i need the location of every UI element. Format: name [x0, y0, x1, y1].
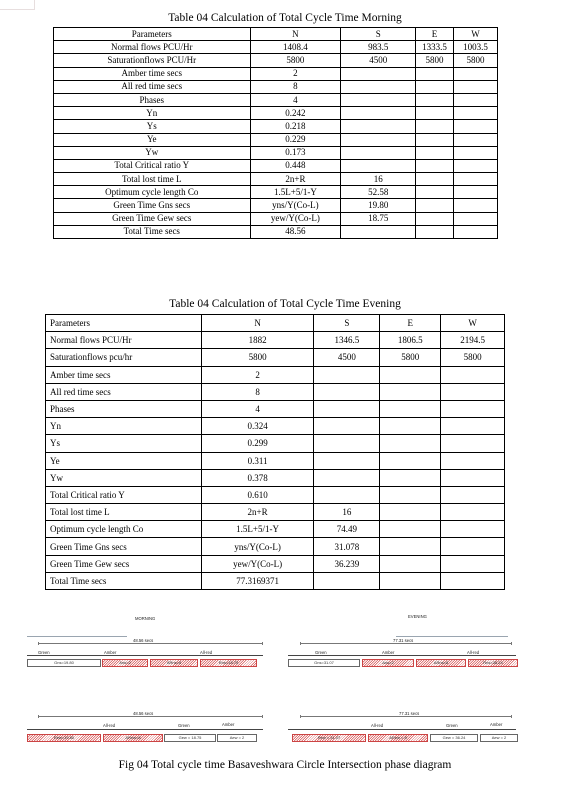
evening-gns-box: Gns=31.07 [288, 659, 360, 667]
parameter-cell: Ye [54, 133, 251, 146]
morning-aew-box: Aew = 2 [217, 734, 257, 742]
evening-table-caption: Table 04 Calculation of Total Cycle Time Evening [169, 298, 401, 310]
evening-bottom-head-green: Green [446, 723, 458, 728]
evening-arns-box: ARns=8 [416, 659, 466, 667]
value-cell: S [314, 315, 380, 332]
value-cell: 1.5L+5/1-Y [201, 521, 314, 538]
parameter-cell: Amber time secs [54, 67, 251, 80]
value-cell: 2n+R [201, 504, 314, 521]
value-cell: 77.3169371 [201, 572, 314, 589]
parameter-cell: Total Time secs [46, 572, 202, 589]
value-cell: 18.75 [341, 212, 416, 225]
value-cell: 2 [250, 67, 341, 80]
value-cell: N [201, 315, 314, 332]
value-cell: 0.324 [201, 418, 314, 435]
value-cell: 1003.5 [454, 41, 498, 54]
value-cell: 52.58 [341, 186, 416, 199]
value-cell: 0.610 [201, 486, 314, 503]
evening-ans-box: Ans=2 [362, 659, 414, 667]
separator-line [27, 636, 127, 637]
value-cell: 0.242 [250, 107, 341, 120]
evening-top-head-amber: Amber [382, 650, 395, 655]
evening-bottom-head-amber: Amber [490, 722, 503, 727]
value-cell: 0.299 [201, 435, 314, 452]
parameter-cell: Ys [46, 435, 202, 452]
parameter-cell: Normal flows PCU/Hr [54, 41, 251, 54]
value-cell: 5800 [380, 349, 441, 366]
value-cell: 19.80 [341, 199, 416, 212]
morning-arns-box: ARns=8 [150, 659, 198, 667]
parameter-cell: Saturationflows pcu/hr [46, 349, 202, 366]
value-cell: S [341, 28, 416, 41]
value-cell: 0.448 [250, 159, 341, 172]
value-cell: 0.311 [201, 452, 314, 469]
value-cell: 5800 [201, 349, 314, 366]
value-cell: 74.49 [314, 521, 380, 538]
parameter-cell: Total Critical ratio Y [46, 486, 202, 503]
parameter-cell: Amber time secs [46, 366, 202, 383]
parameter-cell: Total Time secs [54, 225, 251, 238]
value-cell: yew/Y(Co-L) [201, 555, 314, 572]
value-cell: yew/Y(Co-L) [250, 212, 341, 225]
value-cell: 31.078 [314, 538, 380, 555]
value-cell: 5800 [454, 54, 498, 67]
value-cell: 1408.4 [250, 41, 341, 54]
evening-arew-box: ARew = 8 [368, 734, 428, 742]
parameter-cell: Total Critical ratio Y [54, 159, 251, 172]
value-cell: 1346.5 [314, 332, 380, 349]
morning-bottom-total: 48.56 secs [133, 711, 154, 716]
value-cell: 983.5 [341, 41, 416, 54]
evening-rew-box: Rew = 31.07 [292, 734, 366, 742]
value-cell: 8 [250, 80, 341, 93]
morning-ans-box: Ans=2 [102, 659, 148, 667]
value-cell: N [250, 28, 341, 41]
parameter-cell: Phases [46, 400, 202, 417]
value-cell: 0.173 [250, 146, 341, 159]
figure-caption: Fig 04 Total cycle time Basaveshwara Circle Intersection phase diagram [118, 759, 452, 771]
morning-top-dimension [38, 643, 263, 644]
evening-top-head-green: Green [315, 650, 327, 655]
value-cell: yns/Y(Co-L) [250, 199, 341, 212]
parameter-cell: Ys [54, 120, 251, 133]
evening-bottom-head-allred: All-red [371, 723, 384, 728]
parameter-cell: Phases [54, 93, 251, 106]
evening-aew-box: Aew = 2 [480, 734, 518, 742]
evening-gew-box: Gew = 36.24 [430, 734, 478, 742]
morning-bottom-dimension [38, 716, 263, 717]
evening-diagram-title: EVENING [408, 614, 427, 619]
evening-top-total: 77.31 secs [393, 638, 414, 643]
value-cell: 1882 [201, 332, 314, 349]
parameter-cell: Ye [46, 452, 202, 469]
morning-bottom-head-allred: All-red [103, 723, 116, 728]
parameter-cell: Green Time Gew secs [46, 555, 202, 572]
value-cell: 1806.5 [380, 332, 441, 349]
evening-rns-box: Rns=36.24 [468, 659, 518, 667]
value-cell: E [380, 315, 441, 332]
value-cell: 0.218 [250, 120, 341, 133]
value-cell: W [441, 315, 505, 332]
value-cell: W [454, 28, 498, 41]
morning-gew-box: Gew = 18.75 [164, 734, 216, 742]
morning-rew-box: Rew=19.80 [27, 734, 101, 742]
value-cell: 1333.5 [416, 41, 454, 54]
parameter-cell: Green Time Gns secs [54, 199, 251, 212]
morning-bottom-baseline [27, 729, 263, 730]
parameter-cell: Normal flows PCU/Hr [46, 332, 202, 349]
evening-top-head-allred: All-red [467, 650, 480, 655]
morning-bottom-head-green: Green [178, 723, 190, 728]
morning-top-head-green: Green [38, 650, 50, 655]
value-cell: 4 [201, 400, 314, 417]
parameter-cell: Green Time Gew secs [54, 212, 251, 225]
parameter-cell: Optimum cycle length Co [46, 521, 202, 538]
parameter-cell: Yn [54, 107, 251, 120]
value-cell: 2194.5 [441, 332, 505, 349]
value-cell: 0.229 [250, 133, 341, 146]
value-cell: 4500 [341, 54, 416, 67]
parameter-cell: All red time secs [46, 383, 202, 400]
evening-top-dimension [300, 643, 512, 644]
value-cell: 4 [250, 93, 341, 106]
parameter-cell: Parameters [54, 28, 251, 41]
parameter-cell: Total lost time L [54, 173, 251, 186]
value-cell: 16 [341, 173, 416, 186]
parameter-cell: Yw [46, 469, 202, 486]
value-cell: 48.56 [250, 225, 341, 238]
value-cell: 16 [314, 504, 380, 521]
morning-table-caption: Table 04 Calculation of Total Cycle Time Morning [168, 12, 402, 24]
separator-line [396, 636, 508, 637]
value-cell: 0.378 [201, 469, 314, 486]
morning-top-total: 48.56 secs [133, 638, 154, 643]
parameter-cell: Green Time Gns secs [46, 538, 202, 555]
morning-top-head-amber: Amber [104, 650, 117, 655]
value-cell: 1.5L+5/1-Y [250, 186, 341, 199]
evening-top-baseline [288, 655, 516, 656]
morning-diagram-title: MORNING [135, 616, 156, 621]
value-cell: 5800 [250, 54, 341, 67]
value-cell: 2n+R [250, 173, 341, 186]
parameter-cell: Yw [54, 146, 251, 159]
parameter-cell: Parameters [46, 315, 202, 332]
morning-rns-box: Rns=18.75 [200, 659, 257, 667]
parameter-cell: All red time secs [54, 80, 251, 93]
morning-top-head-allred: All-red [200, 650, 213, 655]
value-cell: 8 [201, 383, 314, 400]
value-cell: 2 [201, 366, 314, 383]
morning-top-baseline [27, 655, 263, 656]
value-cell: 5800 [441, 349, 505, 366]
parameter-cell: Saturationflows PCU/Hr [54, 54, 251, 67]
value-cell: 36.239 [314, 555, 380, 572]
morning-arew-box: ARew=8 [103, 734, 163, 742]
parameter-cell: Yn [46, 418, 202, 435]
parameter-cell: Optimum cycle length Co [54, 186, 251, 199]
evening-bottom-total: 77.31 secs [399, 711, 420, 716]
morning-bottom-head-amber: Amber [222, 722, 235, 727]
value-cell: 4500 [314, 349, 380, 366]
value-cell: 5800 [416, 54, 454, 67]
evening-bottom-baseline [288, 729, 516, 730]
value-cell: E [416, 28, 454, 41]
evening-bottom-dimension [300, 716, 512, 717]
morning-gns-box: Gns=19.80 [27, 659, 101, 667]
value-cell: yns/Y(Co-L) [201, 538, 314, 555]
parameter-cell: Total lost time L [46, 504, 202, 521]
